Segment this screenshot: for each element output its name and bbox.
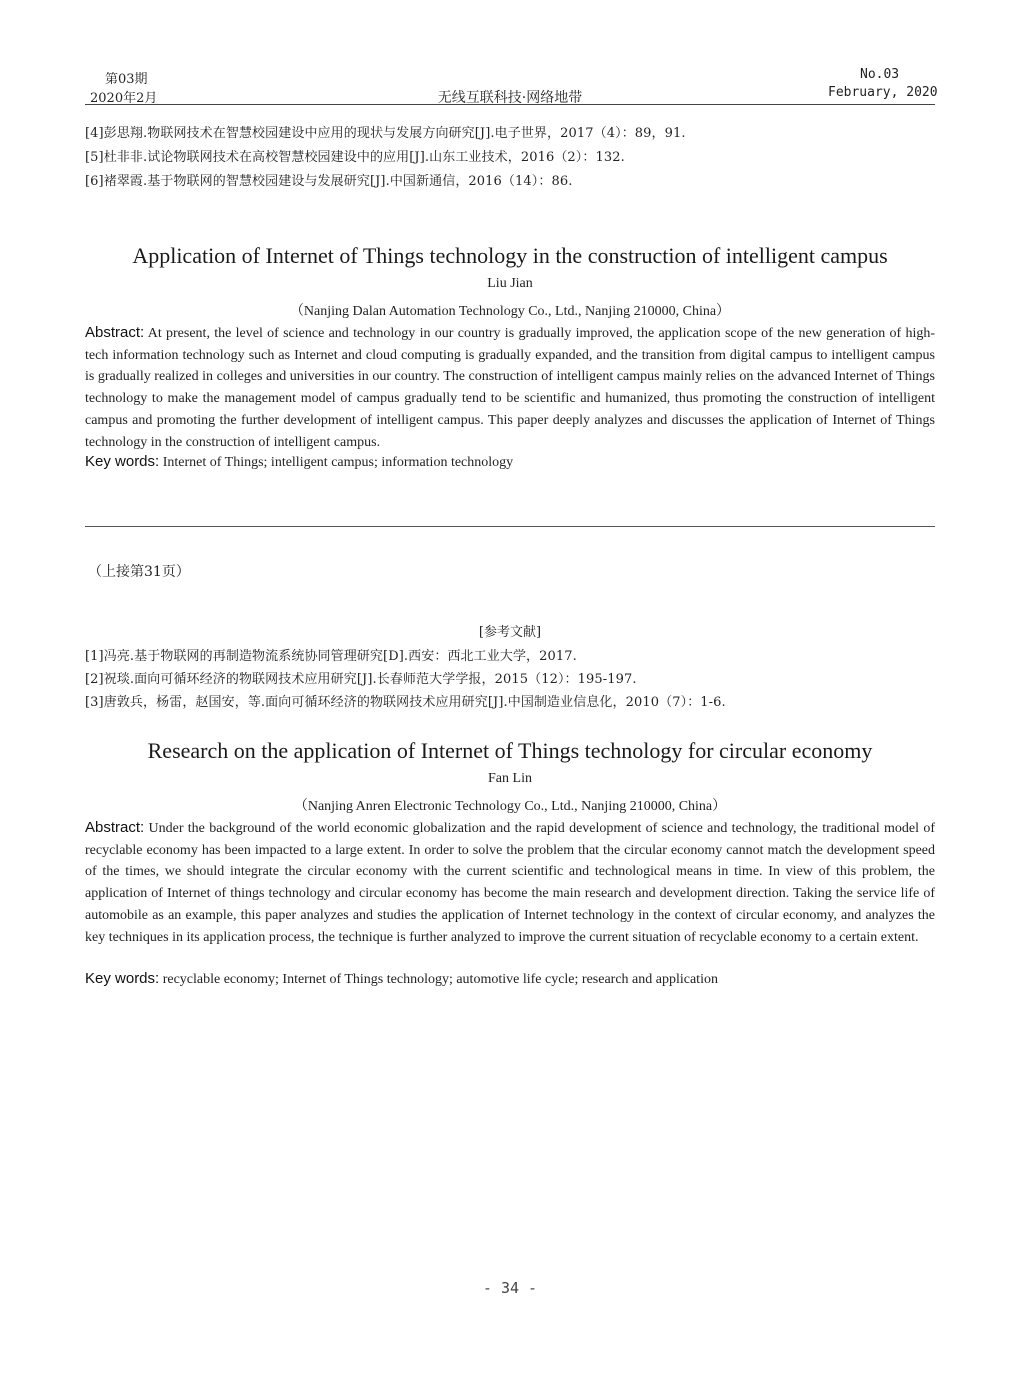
article-author: Fan Lin	[488, 771, 532, 786]
article-abstract	[85, 817, 935, 948]
keywords-text: recyclable economy; Internet of Things technology; automotive life cycle; research and application	[162, 972, 718, 987]
abstract-text: At present, the level of science and technology in our country is gradually improved, the application scope of the new generation of high-tech information technology such as Internet and cloud computing is gradually expanded, and the transition from digital campus to intelligent campus is gradually realized in colleges and universities in our country. The construction of intelligent campus mainly relies on the advanced Internet of Things technology to make the management model of campus gradually tend to be scientific and humanized, thus promoting the construction of intelligent campus and promoting the further development of intelligent campus. This paper deeply analyzes and discusses the application of Internet of Things technology in the construction of intelligent campus.	[85, 326, 935, 450]
keywords-label: Key words:	[85, 970, 160, 987]
section-divider	[85, 526, 935, 527]
header-issue-cn: 第03期	[105, 72, 148, 87]
header-journal-name: 无线互联科技·网络地带	[437, 90, 583, 106]
abstract-label: Abstract:	[85, 819, 145, 836]
abstract-label: Abstract:	[85, 324, 145, 341]
abstract-text: Under the background of the world economic globalization and the rapid development of science and technology, the traditional model of recyclable economy has been impacted to a large extent. In order to solve the problem that the circular economy cannot match the development speed of the times, we should integrate the circular economy with the current scientific and technological means in time. In view of this problem, the application of Internet of things technology and circular economy has become the main research and development direction. Taking the service life of automobile as an example, this paper analyzes and studies the application of Internet technology in the context of circular economy, and analyzes the key techniques in its application process, the technique is further analyzed to improve the current situation of recyclable economy to a certain extent.	[85, 821, 935, 945]
continuation-note: （上接第31页）	[88, 564, 190, 580]
reference-item: [1]冯亮.基于物联网的再制造物流系统协同管理研究[D].西安：西北工业大学，2017.	[85, 649, 577, 664]
header-date-en: February, 2020	[828, 85, 938, 100]
article-author: Liu Jian	[487, 276, 533, 291]
reference-item: [4]彭思翔.物联网技术在智慧校园建设中应用的现状与发展方向研究[J].电子世界，2017（4）：89，91.	[85, 126, 686, 141]
page-number: - 34 -	[482, 1279, 538, 1297]
article-abstract	[85, 322, 935, 453]
reference-item: [2]祝琰.面向可循环经济的物联网技术应用研究[J].长春师范大学学报，2015（12）：195-197.	[85, 672, 637, 687]
keywords-label: Key words:	[85, 453, 160, 470]
article-title: Application of Internet of Things technology in the construction of intelligent campus	[132, 243, 888, 268]
reference-item: [5]杜非非.试论物联网技术在高校智慧校园建设中的应用[J].山东工业技术，2016（2）：132.	[85, 150, 625, 165]
article-affiliation: （Nanjing Anren Electronic Technology Co., Ltd., Nanjing 210000, China）	[293, 799, 727, 814]
keywords-text: Internet of Things; intelligent campus; information technology	[162, 455, 514, 470]
article-keywords	[85, 970, 935, 988]
article-title: Research on the application of Internet of Things technology for circular economy	[147, 738, 873, 763]
header-date-cn: 2020年2月	[90, 91, 158, 106]
reference-item: [6]褚翠霞.基于物联网的智慧校园建设与发展研究[J].中国新通信，2016（14）：86.	[85, 174, 573, 189]
header-issue-en: No.03	[860, 67, 900, 82]
reference-item: [3]唐敦兵，杨雷，赵国安，等.面向可循环经济的物联网技术应用研究[J].中国制造业信息化，2010（7）：1-6.	[85, 695, 726, 710]
article-keywords	[85, 453, 935, 471]
article-affiliation: （Nanjing Dalan Automation Technology Co., Ltd., Nanjing 210000, China）	[289, 304, 731, 319]
references-heading: [参考文献]	[478, 625, 542, 640]
header-rule	[85, 104, 935, 105]
